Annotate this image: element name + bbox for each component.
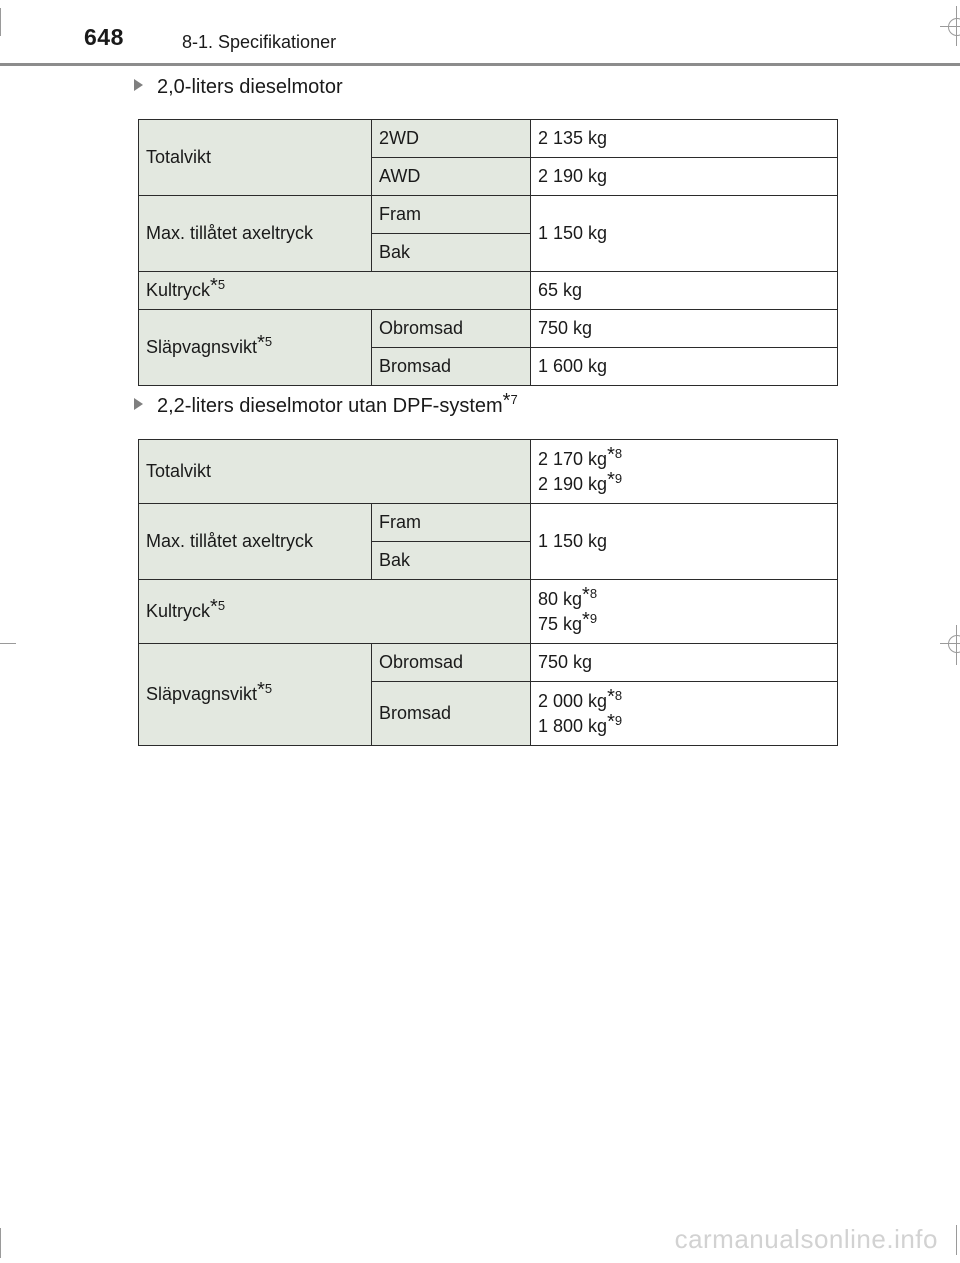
table1 <box>138 119 838 386</box>
kultryck-value: 65 kg <box>531 272 838 310</box>
bromsad-value: 1 600 kg <box>531 348 838 386</box>
axle-value: 1 150 kg <box>531 504 838 580</box>
totalvikt-value: 2 170 $kg^{*8}$ 2 190 $kg^{*9}$ <box>531 440 838 504</box>
slapvagnsvikt-label: Släpvagnsvikt$^{*5}$ <box>139 644 372 746</box>
registration-mark-icon <box>948 18 960 36</box>
obromsad-value: 750 kg <box>531 310 838 348</box>
crop-mark <box>956 1225 957 1255</box>
totalvikt-label: Totalvikt <box>139 440 531 504</box>
awd-label: AWD <box>372 158 531 196</box>
registration-mark-icon <box>948 635 960 653</box>
totalvikt-label: Totalvikt <box>139 120 372 196</box>
obromsad-label: Obromsad <box>372 310 531 348</box>
table2 <box>138 439 838 746</box>
bak-label: Bak <box>372 542 531 580</box>
page-number: 648 <box>84 24 124 50</box>
header-rule <box>0 63 960 66</box>
crop-mark <box>0 643 16 644</box>
section-title: 8-1. Specifikationer <box>182 32 337 52</box>
fram-label: Fram <box>372 196 531 234</box>
kultryck-value: 80 $kg^{*8}$ 75 $kg^{*9}$ <box>531 580 838 644</box>
slapvagnsvikt-label: Släpvagnsvikt$^{*5}$ <box>139 310 372 386</box>
crop-mark <box>0 1228 1 1258</box>
table1-heading-text: 2,0-liters dieselmotor <box>157 76 343 98</box>
fram-label: Fram <box>372 504 531 542</box>
table2-heading: 2,2-liters dieselmotor utan DPF-system$^{*7}$ <box>134 395 518 418</box>
wd2-value: 2 135 kg <box>531 120 838 158</box>
table1-heading <box>134 76 343 99</box>
bak-label: Bak <box>372 234 531 272</box>
kultryck-label: Kultryck$^{*5}$ <box>139 272 531 310</box>
bromsad-label: Bromsad <box>372 348 531 386</box>
crop-mark <box>0 8 1 36</box>
obromsad-label: Obromsad <box>372 644 531 682</box>
axle-label: Max. tillåtet axeltryck <box>139 504 372 580</box>
kultryck-label: Kultryck$^{*5}$ <box>139 580 531 644</box>
axle-value: 1 150 kg <box>531 196 838 272</box>
table2-heading-text: 2,2-liters dieselmotor utan DPF-system <box>157 395 503 417</box>
wd2-label: 2WD <box>372 120 531 158</box>
axle-label: Max. tillåtet axeltryck <box>139 196 372 272</box>
triangle-bullet-icon <box>134 79 143 91</box>
triangle-bullet-icon <box>134 398 143 410</box>
awd-value: 2 190 kg <box>531 158 838 196</box>
bromsad-label: Bromsad <box>372 682 531 746</box>
obromsad-value: 750 kg <box>531 644 838 682</box>
watermark: carmanualsonline.info <box>674 1224 938 1254</box>
bromsad-value: 2 000 $kg^{*8}$ 1 800 $kg^{*9}$ <box>531 682 838 746</box>
